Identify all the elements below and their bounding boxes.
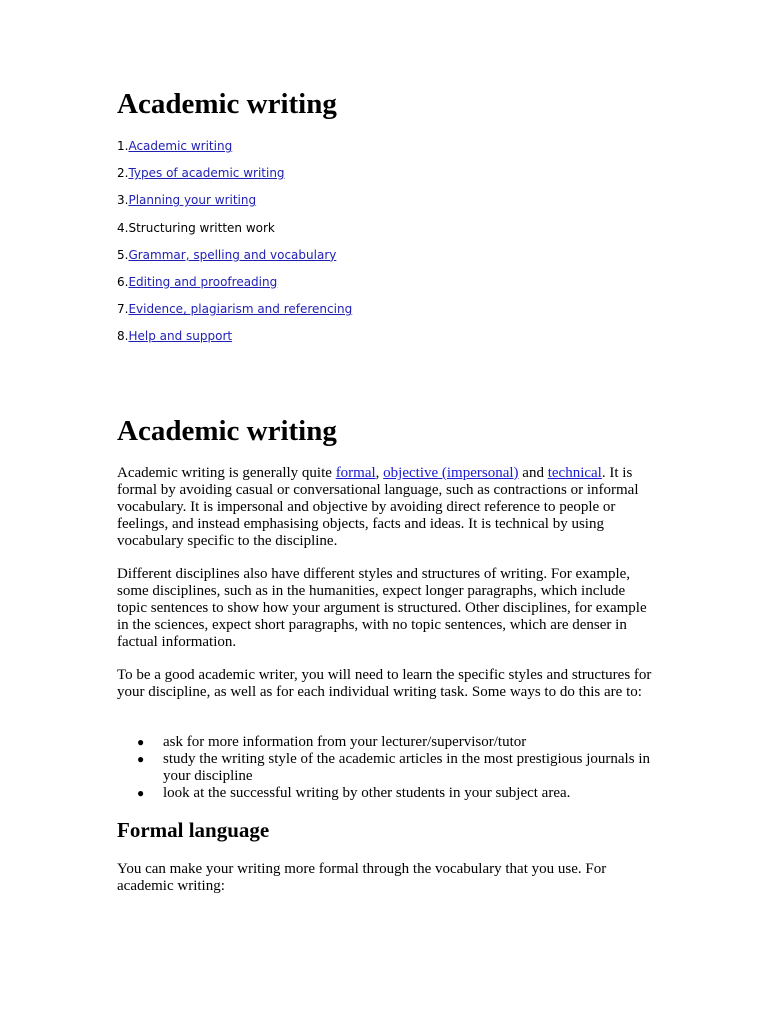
formal-text: You can make your writing more formal through the vocabulary that you use. For academic writing:	[117, 861, 607, 894]
toc-item-5[interactable]	[117, 246, 352, 273]
list-item	[117, 785, 657, 802]
toc-item-1[interactable]	[117, 137, 352, 164]
toc-link[interactable]: Grammar, spelling and vocabulary	[128, 247, 337, 262]
toc-label: Structuring written work	[128, 220, 275, 235]
toc-link[interactable]: Types of academic writing	[128, 166, 285, 181]
list-item	[117, 734, 657, 751]
toc-number: 8.	[117, 329, 129, 344]
intro-text-start: Academic writing is generally quite	[117, 465, 336, 481]
disciplines-text: Different disciplines also have different styles and structures of writing. For example, some disciplines, such as in the humanities, expect longer paragraphs, which include topic sentences to show how your argument is structured. Other disciplines, for example in the sciences, expect short paragraphs, with no topic sentences, which are denser in factual information.	[117, 566, 647, 650]
table-of-contents	[117, 137, 352, 355]
paragraph-disciplines	[117, 566, 657, 651]
toc-number: 4.	[117, 220, 129, 235]
toc-number: 5.	[117, 247, 129, 262]
link-formal[interactable]: formal	[335, 465, 376, 481]
toc-number: 6.	[117, 274, 129, 289]
intro-separator: and	[518, 465, 548, 481]
toc-link[interactable]: Editing and proofreading	[128, 274, 278, 289]
bullet-icon: ●	[137, 735, 145, 749]
list-item	[117, 751, 657, 785]
toc-link[interactable]: Academic writing	[128, 139, 233, 153]
toc-link[interactable]: Help and support	[128, 329, 233, 344]
list-item-text: ask for more information from your lecturer/supervisor/tutor	[163, 734, 527, 750]
formal-language-heading: Formal language	[117, 818, 270, 842]
intro-text-end: . It is formal by avoiding casual or conversational language, such as contractions or informal vocabulary. It is impersonal and objective by avoiding direct reference to people or feelings, and instead emphasising objects, facts and ideas. It is technical by using vocabulary specific to the discipline.	[117, 465, 639, 549]
toc-item-2[interactable]	[117, 164, 352, 191]
paragraph-intro	[117, 465, 657, 550]
bullet-icon: ●	[137, 752, 145, 766]
toc-item-3[interactable]	[117, 191, 352, 218]
toc-number: 1.	[117, 139, 129, 153]
link-objective[interactable]: objective (impersonal)	[383, 465, 519, 481]
intro-separator: ,	[375, 465, 384, 481]
good-writer-text: To be a good academic writer, you will need to learn the specific styles and structures for your discipline, as well as for each individual writing task. Some ways to do this are to:	[117, 667, 652, 700]
tips-list	[117, 734, 657, 802]
paragraph-good-writer	[117, 667, 657, 701]
page-title: Academic writing	[117, 88, 337, 120]
toc-link[interactable]: Evidence, plagiarism and referencing	[128, 302, 353, 317]
paragraph-formal	[117, 861, 657, 895]
toc-number: 3.	[117, 193, 129, 208]
toc-item-8[interactable]	[117, 327, 352, 354]
toc-item-7[interactable]	[117, 300, 352, 327]
toc-number: 2.	[117, 166, 129, 181]
toc-number: 7.	[117, 302, 129, 317]
link-technical[interactable]: technical	[547, 465, 602, 481]
bullet-icon: ●	[137, 786, 145, 800]
toc-item-4	[117, 219, 352, 246]
toc-item-6[interactable]	[117, 273, 352, 300]
toc-link[interactable]: Planning your writing	[128, 193, 257, 208]
section-title: Academic writing	[117, 415, 337, 447]
list-item-text: study the writing style of the academic articles in the most prestigious journals in your discipline	[163, 751, 650, 784]
list-item-text: look at the successful writing by other students in your subject area.	[163, 785, 571, 801]
